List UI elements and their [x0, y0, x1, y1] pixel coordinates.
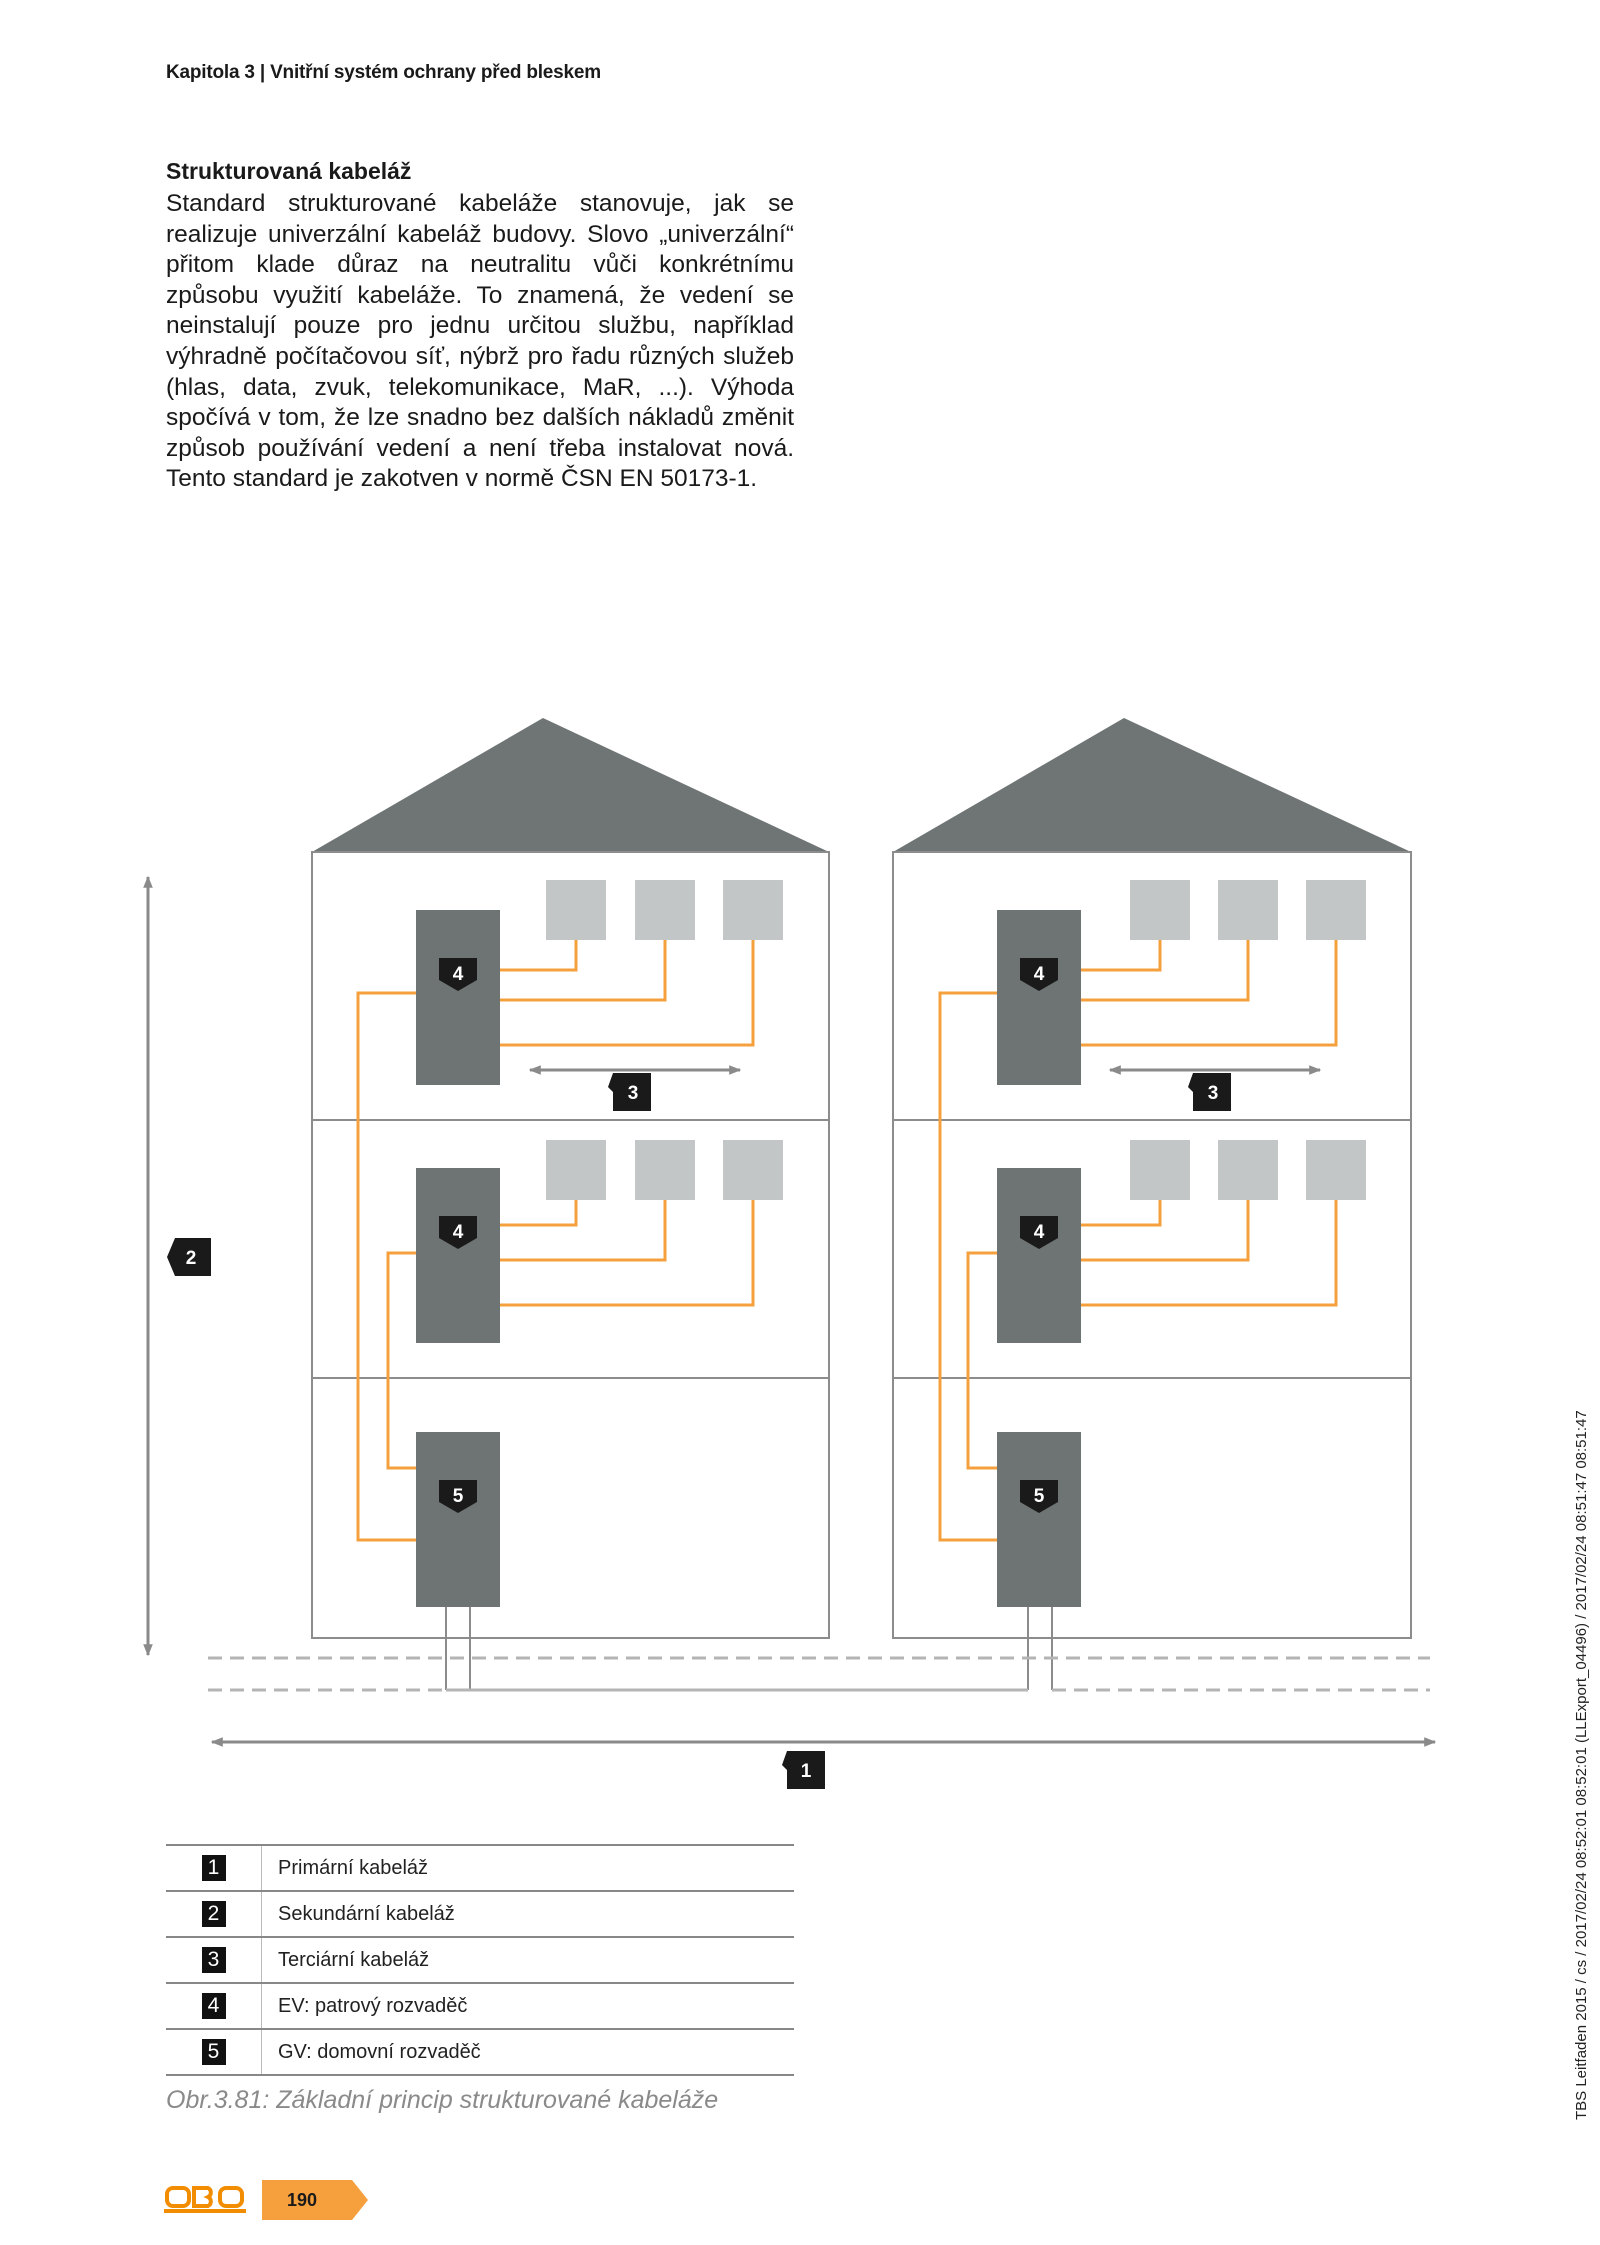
- tertiary-cable: [500, 1200, 665, 1260]
- legend-row: [166, 1937, 794, 1983]
- tertiary-cable: [1081, 1200, 1336, 1305]
- outlet-box: [723, 880, 783, 940]
- legend-row: [166, 2029, 794, 2075]
- outlet-box: [1306, 880, 1366, 940]
- page-number: 190: [286, 2190, 318, 2210]
- building-distributor-cabinet: [416, 1432, 500, 1607]
- outlet-box: [1130, 880, 1190, 940]
- legend-row: [166, 1983, 794, 2029]
- badge-secondary: [167, 1238, 211, 1276]
- legend-label: GV: domovní rozvaděč: [262, 2029, 795, 2075]
- floor-distributor-cabinet: [416, 1168, 500, 1343]
- secondary-cable: [388, 1253, 416, 1468]
- tertiary-cable: [1081, 940, 1160, 970]
- tertiary-cable: [500, 940, 576, 970]
- legend-number: 4: [202, 1993, 226, 2019]
- floor-distributor-cabinet: [416, 910, 500, 1085]
- legend-row: [166, 1845, 794, 1891]
- badge-number: 5: [1033, 1486, 1045, 1507]
- floor-distributor-cabinet: [997, 1168, 1081, 1343]
- outlet-box: [635, 880, 695, 940]
- legend-label: Sekundární kabeláž: [262, 1891, 795, 1937]
- tertiary-cable: [1081, 940, 1336, 1045]
- badge-number: 4: [452, 1222, 464, 1243]
- legend-number: 2: [202, 1901, 226, 1927]
- badge-number: 4: [1033, 1222, 1045, 1243]
- floor-distributor-cabinet: [997, 910, 1081, 1085]
- building-left: [312, 718, 829, 1690]
- badge-number: 3: [1207, 1083, 1219, 1104]
- badge-number: 3: [627, 1083, 639, 1104]
- outlet-box: [635, 1140, 695, 1200]
- tertiary-cable: [500, 1200, 576, 1225]
- legend-number: 5: [202, 2039, 226, 2065]
- badge-number: 4: [452, 964, 464, 985]
- badge-number: 1: [800, 1761, 812, 1782]
- outlet-box: [1218, 880, 1278, 940]
- figure-caption: Obr.3.81: Základní princip strukturované kabeláže: [166, 2086, 719, 2114]
- legend-label: Terciární kabeláž: [262, 1937, 795, 1983]
- badge-number: 4: [1033, 964, 1045, 985]
- legend-label: Primární kabeláž: [262, 1845, 795, 1891]
- body-paragraph: Standard strukturované kabeláže stanovuje, jak se realizuje univerzální kabeláž budovy. Slovo „univerzální“ přitom klade důraz na neutralitu vůči konkrétnímu způsobu využití kabeláže. To znamená, že vedení se neinstalují pouze pro jednu určitou službu, například výhradně počítačovou síť, nýbrž pro řadu různých služeb (hlas, data, zvuk, telekomunikace, MaR, ...). Výhoda spočívá v tom, že lze snadno bez dalších nákladů změnit způsob používání vedení a není třeba instalovat nová. Tento standard je zakotven v normě ČSN EN 50173-1.: [166, 190, 794, 493]
- campus-backbone-lines: [208, 1658, 1430, 1690]
- side-metadata: TBS Leitfaden 2015 / cs / 2017/02/24 08:52:01 08:52:01 (LLExport_04496) / 2017/02/24 08:51:47 08:51:47: [1573, 1410, 1590, 2120]
- legend-number: 1: [202, 1855, 226, 1881]
- outlet-box: [546, 1140, 606, 1200]
- badge-number: 5: [452, 1486, 464, 1507]
- outlet-box: [546, 880, 606, 940]
- badge-tertiary: [608, 1073, 651, 1111]
- tertiary-cable: [1081, 1200, 1248, 1260]
- outlet-box: [1130, 1140, 1190, 1200]
- outlet-box: [1218, 1140, 1278, 1200]
- badge-number: 2: [185, 1248, 197, 1269]
- legend-number: 3: [202, 1947, 226, 1973]
- outlet-box: [723, 1140, 783, 1200]
- building-distributor-cabinet: [997, 1432, 1081, 1607]
- obo-logo: [164, 2184, 246, 2214]
- chapter-header: Kapitola 3 | Vnitřní systém ochrany před bleskem: [166, 62, 601, 83]
- section-title: Strukturovaná kabeláž: [166, 158, 412, 184]
- tertiary-cable: [500, 940, 753, 1045]
- roof-left: [312, 718, 829, 852]
- legend-table: [166, 1844, 794, 2076]
- badge-tertiary: [1188, 1073, 1231, 1111]
- legend-label: EV: patrový rozvaděč: [262, 1983, 795, 2029]
- roof-right: [893, 718, 1411, 852]
- legend-row: [166, 1891, 794, 1937]
- tertiary-cable: [1081, 1200, 1160, 1225]
- outlet-box: [1306, 1140, 1366, 1200]
- building-right: [893, 718, 1411, 1690]
- tertiary-cable: [500, 1200, 753, 1305]
- secondary-cable: [968, 1253, 997, 1468]
- badge-primary: [782, 1751, 825, 1789]
